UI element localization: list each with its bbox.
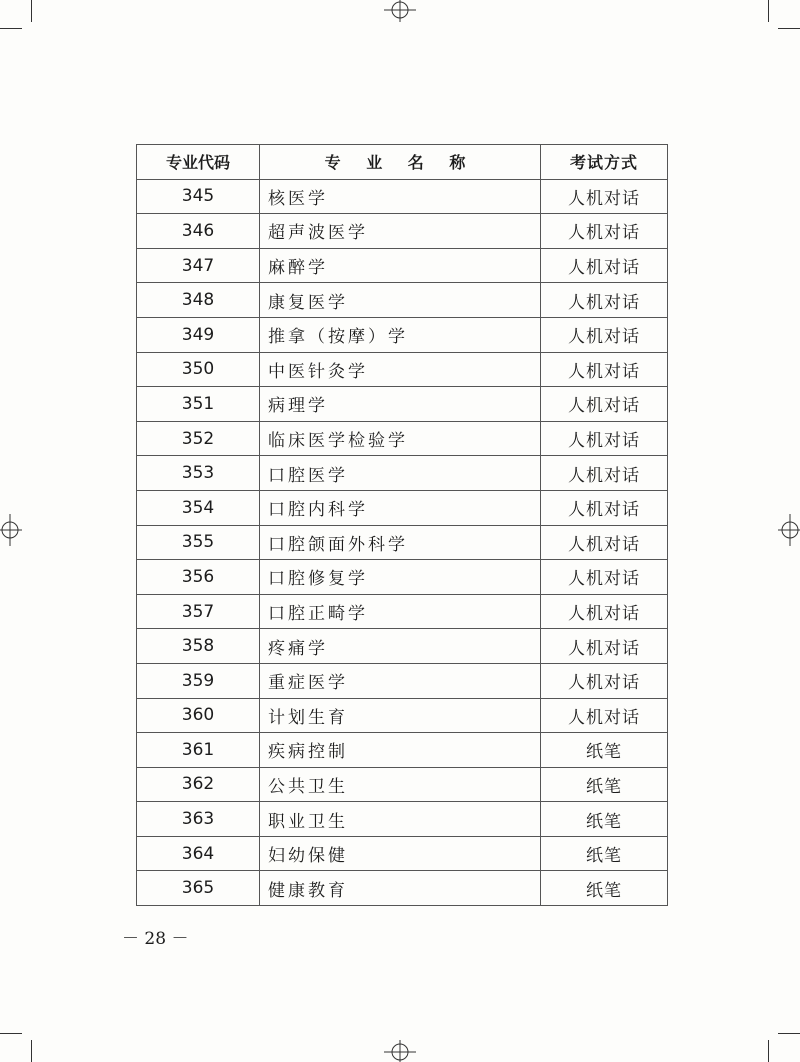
table-row [137,352,668,387]
cell-mode: 人机对话 [541,387,668,422]
cell-code: 351 [137,387,260,422]
cell-mode: 人机对话 [541,214,668,249]
page-number: － 28 － [122,929,189,949]
registration-mark-bottom [384,1040,416,1062]
cell-mode: 纸笔 [541,767,668,802]
cell-name: 疾病控制 [260,733,541,768]
cell-mode: 人机对话 [541,560,668,595]
cell-name: 麻醉学 [260,248,541,283]
table-row [137,387,668,422]
majors-table [136,144,668,906]
cell-code: 359 [137,663,260,698]
cell-code: 360 [137,698,260,733]
cell-name: 康复医学 [260,283,541,318]
crop-mark [0,28,22,29]
table-row [137,421,668,456]
cell-code: 352 [137,421,260,456]
cell-code: 364 [137,836,260,871]
header-mode: 考试方式 [541,145,668,180]
cell-name: 临床医学检验学 [260,421,541,456]
crop-mark [0,1033,22,1034]
table-row [137,490,668,525]
table-row [137,802,668,837]
table-row [137,663,668,698]
cell-mode: 人机对话 [541,317,668,352]
crop-mark [31,0,32,22]
cell-mode: 人机对话 [541,456,668,491]
cell-name: 计划生育 [260,698,541,733]
table-row [137,317,668,352]
cell-mode: 人机对话 [541,490,668,525]
registration-mark-left [0,514,22,546]
cell-mode: 人机对话 [541,283,668,318]
cell-mode: 人机对话 [541,663,668,698]
cell-name: 妇幼保健 [260,836,541,871]
table-row [137,560,668,595]
table-row [137,525,668,560]
cell-name: 口腔医学 [260,456,541,491]
cell-mode: 人机对话 [541,352,668,387]
header-name: 专 业 名 称 [260,145,541,180]
cell-code: 362 [137,767,260,802]
header-code: 专业代码 [137,145,260,180]
table-header-row [137,145,668,180]
crop-mark [768,1040,769,1062]
crop-mark [778,28,800,29]
table-row [137,214,668,249]
cell-name: 疼痛学 [260,629,541,664]
table-row [137,248,668,283]
cell-code: 345 [137,179,260,214]
table-body [137,179,668,905]
table-row [137,698,668,733]
table-row [137,733,668,768]
cell-name: 职业卫生 [260,802,541,837]
cell-name: 中医针灸学 [260,352,541,387]
cell-name: 口腔颌面外科学 [260,525,541,560]
table-row [137,767,668,802]
cell-mode: 人机对话 [541,698,668,733]
registration-mark-top [384,0,416,24]
cell-mode: 人机对话 [541,594,668,629]
cell-name: 推拿（按摩）学 [260,317,541,352]
cell-name: 口腔内科学 [260,490,541,525]
cell-code: 353 [137,456,260,491]
cell-code: 350 [137,352,260,387]
cell-mode: 人机对话 [541,629,668,664]
cell-code: 358 [137,629,260,664]
table-row [137,456,668,491]
cell-mode: 人机对话 [541,248,668,283]
cell-name: 公共卫生 [260,767,541,802]
cell-code: 363 [137,802,260,837]
table-row [137,836,668,871]
cell-code: 354 [137,490,260,525]
cell-code: 361 [137,733,260,768]
cell-mode: 纸笔 [541,871,668,906]
cell-code: 346 [137,214,260,249]
cell-name: 核医学 [260,179,541,214]
cell-mode: 人机对话 [541,179,668,214]
crop-mark [31,1040,32,1062]
cell-name: 健康教育 [260,871,541,906]
cell-code: 348 [137,283,260,318]
cell-name: 病理学 [260,387,541,422]
cell-mode: 纸笔 [541,733,668,768]
cell-mode: 纸笔 [541,836,668,871]
cell-mode: 纸笔 [541,802,668,837]
table-row [137,594,668,629]
cell-mode: 人机对话 [541,525,668,560]
crop-mark [768,0,769,22]
cell-name: 超声波医学 [260,214,541,249]
registration-mark-right [778,514,800,546]
cell-code: 357 [137,594,260,629]
cell-name: 口腔正畸学 [260,594,541,629]
table-row [137,871,668,906]
table-row [137,629,668,664]
cell-code: 349 [137,317,260,352]
table-row [137,283,668,318]
cell-code: 355 [137,525,260,560]
cell-name: 重症医学 [260,663,541,698]
cell-code: 347 [137,248,260,283]
cell-code: 365 [137,871,260,906]
cell-code: 356 [137,560,260,595]
cell-mode: 人机对话 [541,421,668,456]
cell-name: 口腔修复学 [260,560,541,595]
crop-mark [778,1033,800,1034]
table-row [137,179,668,214]
